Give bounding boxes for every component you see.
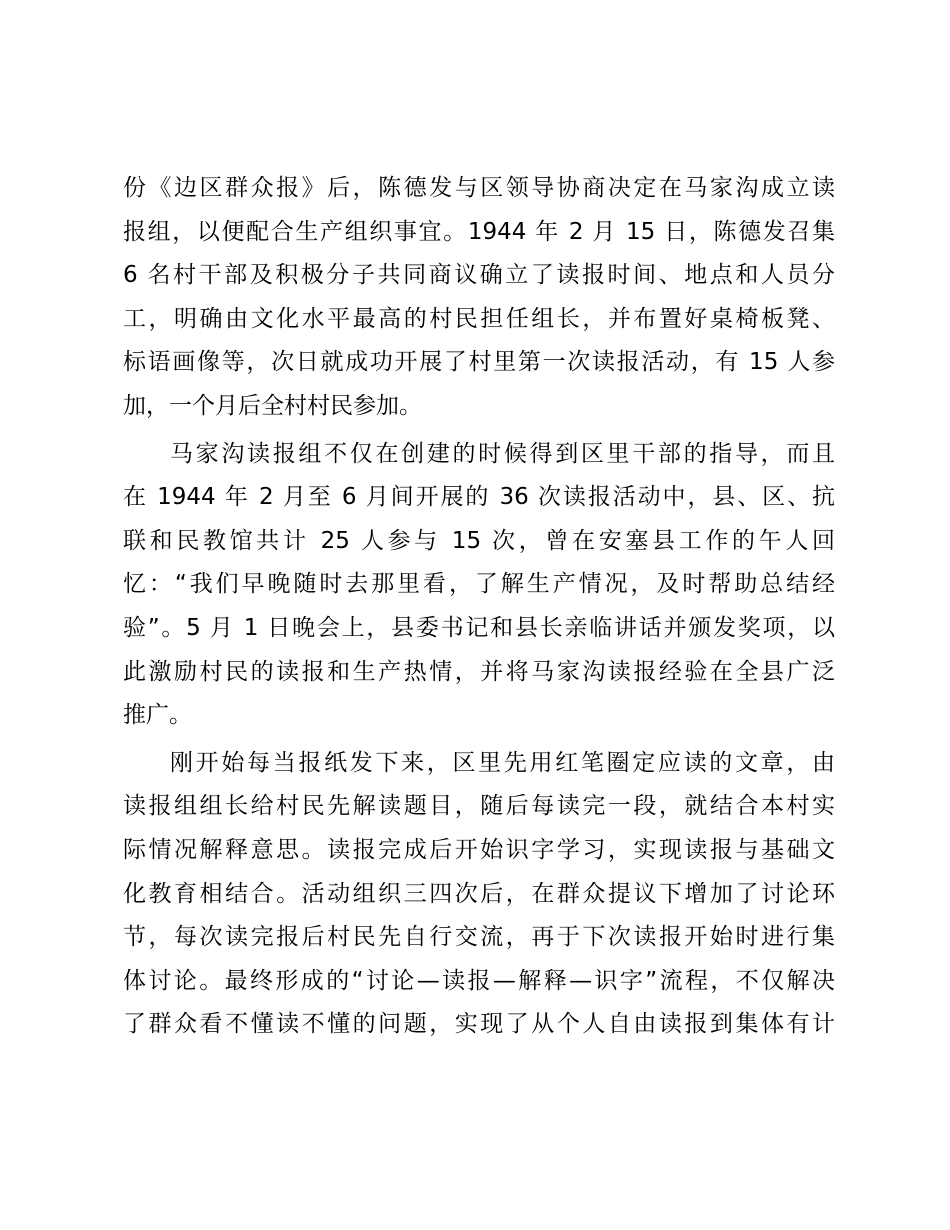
text-line: 读报组组长给村民先解读题目，随后每读完一段，就结合本村实	[123, 793, 835, 820]
document-body	[123, 167, 835, 1047]
text-line: 际情况解释意思。读报完成后开始识字学习，实现读报与基础文	[123, 836, 835, 863]
text-line: 化教育相结合。活动组织三四次后，在群众提议下增加了讨论环	[123, 880, 835, 907]
text-line: 联和民教馆共计 25 人参与 15 次，曾在安塞县工作的午人回	[123, 527, 835, 554]
text-line: 节，每次读完报后村民先自行交流，再于下次读报开始时进行集	[123, 924, 835, 951]
text-line: 在 1944 年 2 月至 6 月间开展的 36 次读报活动中，县、区、抗	[123, 484, 835, 511]
text-line: 验”。5 月 1 日晚会上，县委书记和县长亲临讲话并颁发奖项，以	[123, 614, 835, 641]
text-line: 忆：“我们早晚随时去那里看，了解生产情况，及时帮助总结经	[123, 571, 835, 598]
text-line: 加，一个月后全村村民参加。	[123, 392, 422, 419]
text-line: 推广。	[123, 702, 192, 729]
paragraph-1	[123, 167, 835, 429]
text-line: 马家沟读报组不仅在创建的时候得到区里干部的指导，而且	[170, 440, 835, 467]
text-line: 了群众看不懂读不懂的问题，实现了从个人自由读报到集体有计	[123, 1011, 835, 1038]
text-line: 份《边区群众报》后，陈德发与区领导协商决定在马家沟成立读	[123, 175, 835, 201]
paragraph-2	[123, 433, 835, 738]
paragraph-3	[123, 742, 835, 1047]
text-line: 工，明确由文化水平最高的村民担任组长，并布置好桌椅板凳、	[123, 305, 835, 332]
text-line: 标语画像等，次日就成功开展了村里第一次读报活动，有 15 人参	[123, 349, 835, 376]
text-line: 6 名村干部及积极分子共同商议确立了读报时间、地点和人员分	[123, 262, 835, 289]
text-line: 刚开始每当报纸发下来，区里先用红笔圈定应读的文章，由	[170, 749, 835, 776]
text-line: 此激励村民的读报和生产热情，并将马家沟读报经验在全县广泛	[123, 658, 835, 685]
text-line: 报组，以便配合生产组织事宜。1944 年 2 月 15 日，陈德发召集	[123, 218, 835, 245]
text-line: 体讨论。最终形成的“讨论—读报—解释—识字”流程，不仅解决	[123, 967, 835, 994]
